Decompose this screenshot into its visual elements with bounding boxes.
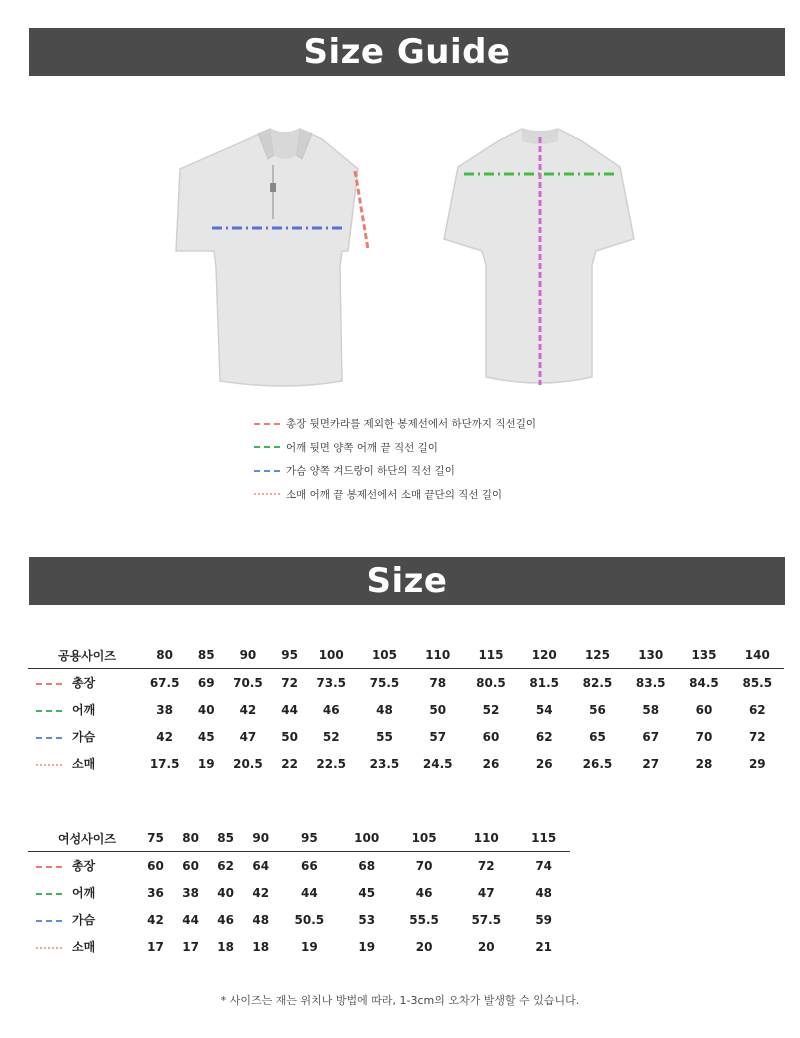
row-line [36, 866, 62, 868]
table-cell: 72 [748, 729, 766, 744]
table-cell: 24.5 [422, 756, 453, 771]
size-header: 125 [571, 642, 624, 669]
table-cell: 44 [182, 912, 199, 927]
table-cell: 60 [147, 858, 164, 873]
row-label-text: 총장 [72, 859, 96, 873]
table-cell: 22.5 [316, 756, 347, 771]
table-cell: 40 [197, 702, 215, 717]
table-cell: 58 [642, 702, 660, 717]
size-header: 95 [278, 825, 340, 852]
legend-text: 소매 어깨 끝 봉제선에서 소매 끝단의 직선 길이 [286, 488, 503, 501]
table-row [28, 933, 570, 960]
table-cell: 48 [252, 912, 270, 927]
row-label-text: 소매 [72, 940, 96, 954]
table-cell: 17.5 [149, 756, 180, 771]
table-cell: 48 [535, 885, 553, 900]
table-cell: 22 [281, 756, 298, 771]
table-cell: 47 [477, 885, 495, 900]
size-header: 80 [138, 642, 191, 669]
table-cell: 17 [147, 939, 164, 954]
table-cell: 42 [252, 885, 270, 900]
table-cell: 65 [589, 729, 606, 744]
table-cell: 42 [147, 912, 164, 927]
table-cell: 23.5 [369, 756, 400, 771]
row-label-text: 총장 [72, 676, 96, 690]
table-cell: 46 [217, 912, 234, 927]
size-header: 75 [138, 825, 173, 852]
table-cell: 20 [415, 939, 433, 954]
legend-item [254, 412, 536, 436]
size-header: 100 [340, 825, 393, 852]
table-cell: 50.5 [294, 912, 325, 927]
table-cell: 83.5 [635, 675, 666, 690]
size-header: 90 [243, 825, 278, 852]
size-header: 95 [275, 642, 305, 669]
table-cell: 38 [182, 885, 199, 900]
table-cell: 80.5 [476, 675, 506, 690]
table-cell: 56 [589, 702, 606, 717]
table-cell: 60 [695, 702, 713, 717]
legend-line [254, 423, 280, 425]
table-cell: 72 [477, 858, 495, 873]
legend-text: 가슴 양쪽 겨드랑이 하단의 직선 길이 [286, 465, 455, 478]
size-header: 115 [464, 642, 517, 669]
table-cell: 55 [376, 729, 393, 744]
table-cell: 62 [748, 702, 766, 717]
row-line [36, 710, 62, 712]
table-cell: 27 [642, 756, 660, 771]
size-header: 100 [305, 642, 358, 669]
table-cell: 40 [217, 885, 234, 900]
row-label-text: 가슴 [72, 730, 96, 744]
table-header-label: 공용사이즈 [28, 642, 138, 669]
row-label-text: 어깨 [72, 703, 96, 717]
table-cell: 47 [239, 729, 257, 744]
women-size-table [28, 825, 570, 960]
row-label [28, 723, 138, 750]
table-cell: 19 [197, 756, 215, 771]
table-cell: 50 [429, 702, 447, 717]
table-cell: 62 [535, 729, 553, 744]
table-row [28, 852, 570, 880]
table-cell: 20.5 [233, 756, 263, 771]
unisex-size-table [28, 642, 784, 777]
table-cell: 62 [217, 858, 234, 873]
table-cell: 52 [322, 729, 340, 744]
row-line [36, 947, 62, 949]
table-cell: 70.5 [233, 675, 263, 690]
legend-item [254, 483, 536, 507]
table-cell: 28 [695, 756, 713, 771]
table-cell: 48 [376, 702, 393, 717]
table-cell: 70 [695, 729, 713, 744]
table-cell: 60 [182, 858, 199, 873]
row-line [36, 737, 62, 739]
legend-line [254, 446, 280, 448]
table-cell: 19 [358, 939, 376, 954]
size-guide-title: Size Guide [303, 32, 511, 72]
table-cell: 29 [748, 756, 766, 771]
size-header: 105 [393, 825, 455, 852]
table-cell: 38 [156, 702, 173, 717]
row-label-text: 가슴 [72, 913, 96, 927]
table-row [28, 750, 784, 777]
table-cell: 44 [281, 702, 298, 717]
table-cell: 18 [252, 939, 270, 954]
size-header: 105 [358, 642, 411, 669]
table-cell: 46 [415, 885, 433, 900]
size-header: 80 [173, 825, 208, 852]
table-cell: 52 [482, 702, 500, 717]
table-row [28, 906, 570, 933]
table-cell: 26 [535, 756, 553, 771]
shirt-illustration [160, 115, 640, 395]
size-header: 130 [624, 642, 677, 669]
table-cell: 46 [322, 702, 340, 717]
table-cell: 57.5 [471, 912, 502, 927]
table-cell: 81.5 [529, 675, 560, 690]
row-label [28, 906, 138, 933]
table-cell: 36 [147, 885, 164, 900]
table-cell: 54 [535, 702, 553, 717]
row-label [28, 933, 138, 960]
size-header: 110 [455, 825, 517, 852]
row-label [28, 669, 138, 697]
size-header: 115 [517, 825, 570, 852]
table-header-row [28, 642, 784, 669]
table-row [28, 723, 784, 750]
table-cell: 55.5 [409, 912, 439, 927]
table-row [28, 696, 784, 723]
row-label [28, 696, 138, 723]
size-header: 85 [191, 642, 221, 669]
table-cell: 57 [429, 729, 447, 744]
size-header: 140 [731, 642, 784, 669]
table-cell: 42 [156, 729, 173, 744]
table-cell: 20 [477, 939, 495, 954]
table-cell: 60 [482, 729, 500, 744]
legend-line [254, 470, 280, 472]
row-line [36, 683, 62, 685]
table-cell: 74 [535, 858, 553, 873]
row-line [36, 764, 62, 766]
size-banner [29, 557, 785, 605]
table-cell: 82.5 [582, 675, 613, 690]
table-cell: 66 [300, 858, 318, 873]
table-header-label: 여성사이즈 [28, 825, 138, 852]
table-cell: 75.5 [369, 675, 400, 690]
legend-item [254, 459, 536, 483]
table-cell: 19 [300, 939, 318, 954]
table-cell: 85.5 [742, 675, 773, 690]
table-cell: 17 [182, 939, 199, 954]
table-cell: 73.5 [316, 675, 347, 690]
table-cell: 70 [415, 858, 433, 873]
table-cell: 26.5 [582, 756, 613, 771]
row-line [36, 893, 62, 895]
legend-text: 어깨 뒷면 양쪽 어깨 끝 직선 길이 [286, 441, 438, 454]
table-cell: 67.5 [149, 675, 180, 690]
table-cell: 45 [197, 729, 215, 744]
table-cell: 69 [197, 675, 215, 690]
shirt-back-image [444, 129, 634, 385]
row-label [28, 750, 138, 777]
table-row [28, 669, 784, 697]
table-cell: 50 [281, 729, 298, 744]
size-header: 110 [411, 642, 464, 669]
row-label [28, 879, 138, 906]
size-header: 120 [518, 642, 571, 669]
table-cell: 42 [239, 702, 257, 717]
table-cell: 68 [358, 858, 376, 873]
table-cell: 45 [358, 885, 376, 900]
row-label-text: 소매 [72, 757, 96, 771]
table-cell: 72 [281, 675, 298, 690]
size-header: 135 [677, 642, 730, 669]
size-header: 85 [208, 825, 243, 852]
row-label-text: 어깨 [72, 886, 96, 900]
table-cell: 18 [217, 939, 234, 954]
table-cell: 64 [252, 858, 270, 873]
legend-item [254, 436, 536, 460]
table-cell: 44 [300, 885, 318, 900]
table-header-row [28, 825, 570, 852]
measurement-legend [254, 412, 536, 506]
size-header: 90 [221, 642, 274, 669]
table-cell: 78 [429, 675, 447, 690]
row-line [36, 920, 62, 922]
table-row [28, 879, 570, 906]
legend-line [254, 493, 280, 495]
shirt-front-image [176, 129, 368, 386]
table-cell: 21 [535, 939, 553, 954]
legend-text: 총장 뒷면카라를 제외한 봉제선에서 하단까지 직선길이 [286, 418, 536, 431]
size-guide-banner [29, 28, 785, 76]
table-cell: 67 [642, 729, 660, 744]
table-cell: 59 [535, 912, 553, 927]
table-cell: 84.5 [689, 675, 719, 690]
table-cell: 26 [482, 756, 500, 771]
table-cell: 53 [358, 912, 376, 927]
size-title: Size [366, 561, 448, 601]
measurement-note: * 사이즈는 재는 위치나 방법에 따라, 1-3cm의 오차가 발생할 수 있습니다. [220, 994, 580, 1007]
row-label [28, 852, 138, 880]
